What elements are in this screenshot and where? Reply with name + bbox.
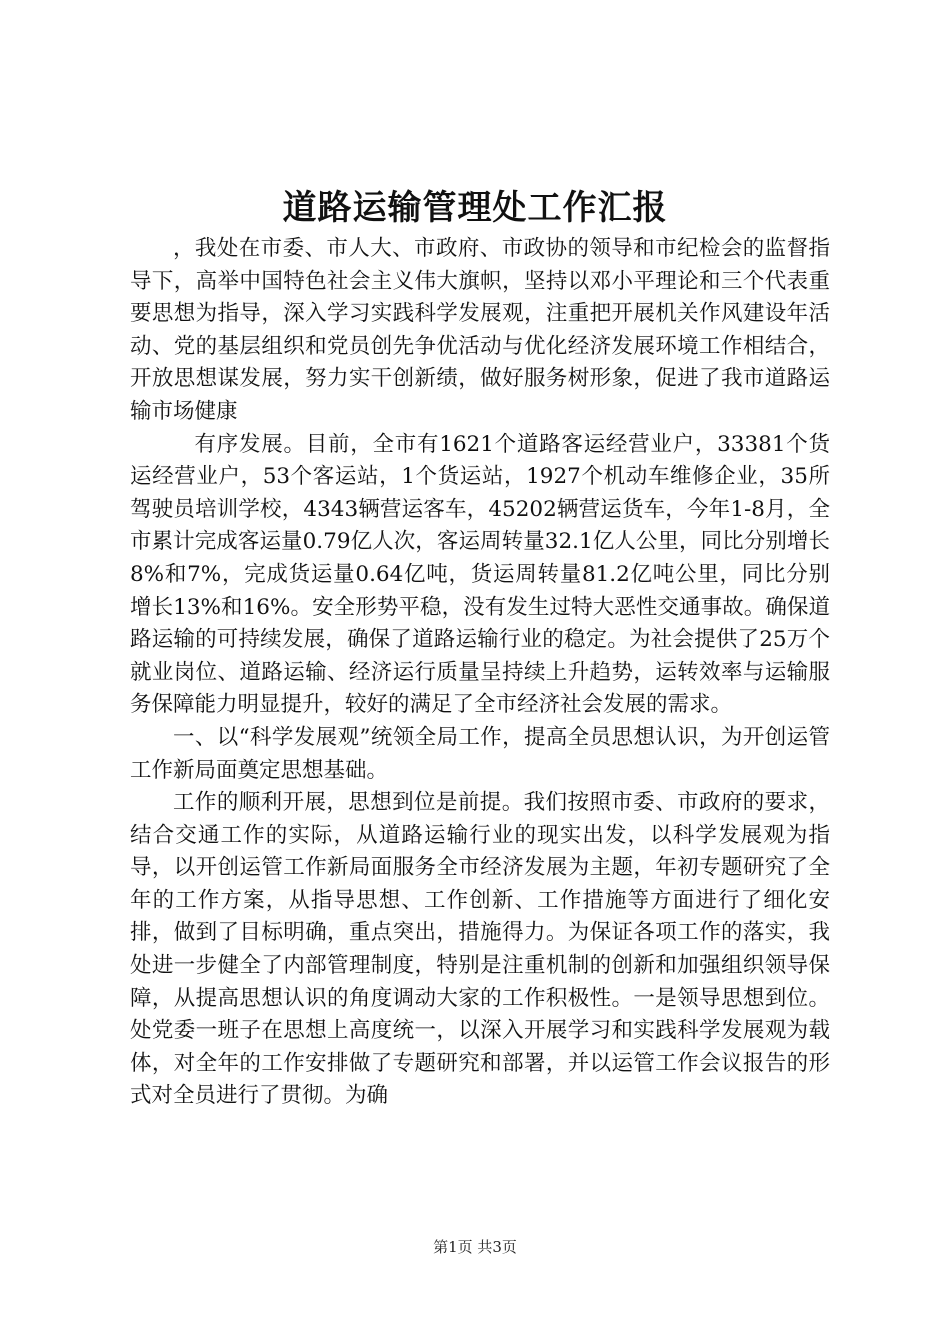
paragraph-intro: ，我处在市委、市人大、市政府、市政协的领导和市纪检会的监督指导下，高举中国特色社会主义伟大旗帜，坚持以邓小平理论和三个代表重要思想为指导，深入学习实践科学发展观，注重把开展机关作风建设年活动、党的基层组织和党员创先争优活动与优化经济发展环境工作相结合，开放思想谋发展，努力实干创新绩，做好服务树形象，促进了我市道路运输市场健康 <box>130 236 830 424</box>
document-title: 道路运输管理处工作汇报 <box>282 188 668 228</box>
paragraph-statistics: 有序发展。目前，全市有1621个道路客运经营业户，33381个货运经营业户，53个客运站，1个货运站，1927个机动车维修企业，35所驾驶员培训学校，4343辆营运客车，45202辆营运货车，今年1-8月，全市累计完成客运量0.79亿人次，客运周转量32.1亿人公里，同比分别增长8%和7%，完成货运量0.64亿吨，货运周转量81.2亿吨公里，同比分别增长13%和16%。安全形势平稳，没有发生过特大恶性交通事故。确保道路运输的可持续发展，确保了道路运输行业的稳定。为社会提供了25万个就业岗位、道路运输、经济运行质量呈持续上升趋势，运转效率与运输服务保障能力明显提升，较好的满足了全市经济社会发展的需求。 <box>130 431 830 718</box>
paragraph-section-heading: 一、以“科学发展观”统领全局工作，提高全员思想认识，为开创运管工作新局面奠定思想基础。 <box>130 724 830 783</box>
document-body <box>130 233 830 1113</box>
page-footer: 第1页 共3页 <box>433 1238 517 1256</box>
paragraph-work-details: 工作的顺利开展，思想到位是前提。我们按照市委、市政府的要求，结合交通工作的实际，从道路运输行业的现实出发，以科学发展观为指导，以开创运管工作新局面服务全市经济发展为主题，年初专题研究了全年的工作方案，从指导思想、工作创新、工作措施等方面进行了细化安排，做到了目标明确，重点突出，措施得力。为保证各项工作的落实，我处进一步健全了内部管理制度，特别是注重机制的创新和加强组织领导保障，从提高思想认识的角度调动大家的工作积极性。一是领导思想到位。处党委一班子在思想上高度统一，以深入开展学习和实践科学发展观为载体，对全年的工作安排做了专题研究和部署，并以运管工作会议报告的形式对全员进行了贯彻。为确 <box>130 790 830 1109</box>
